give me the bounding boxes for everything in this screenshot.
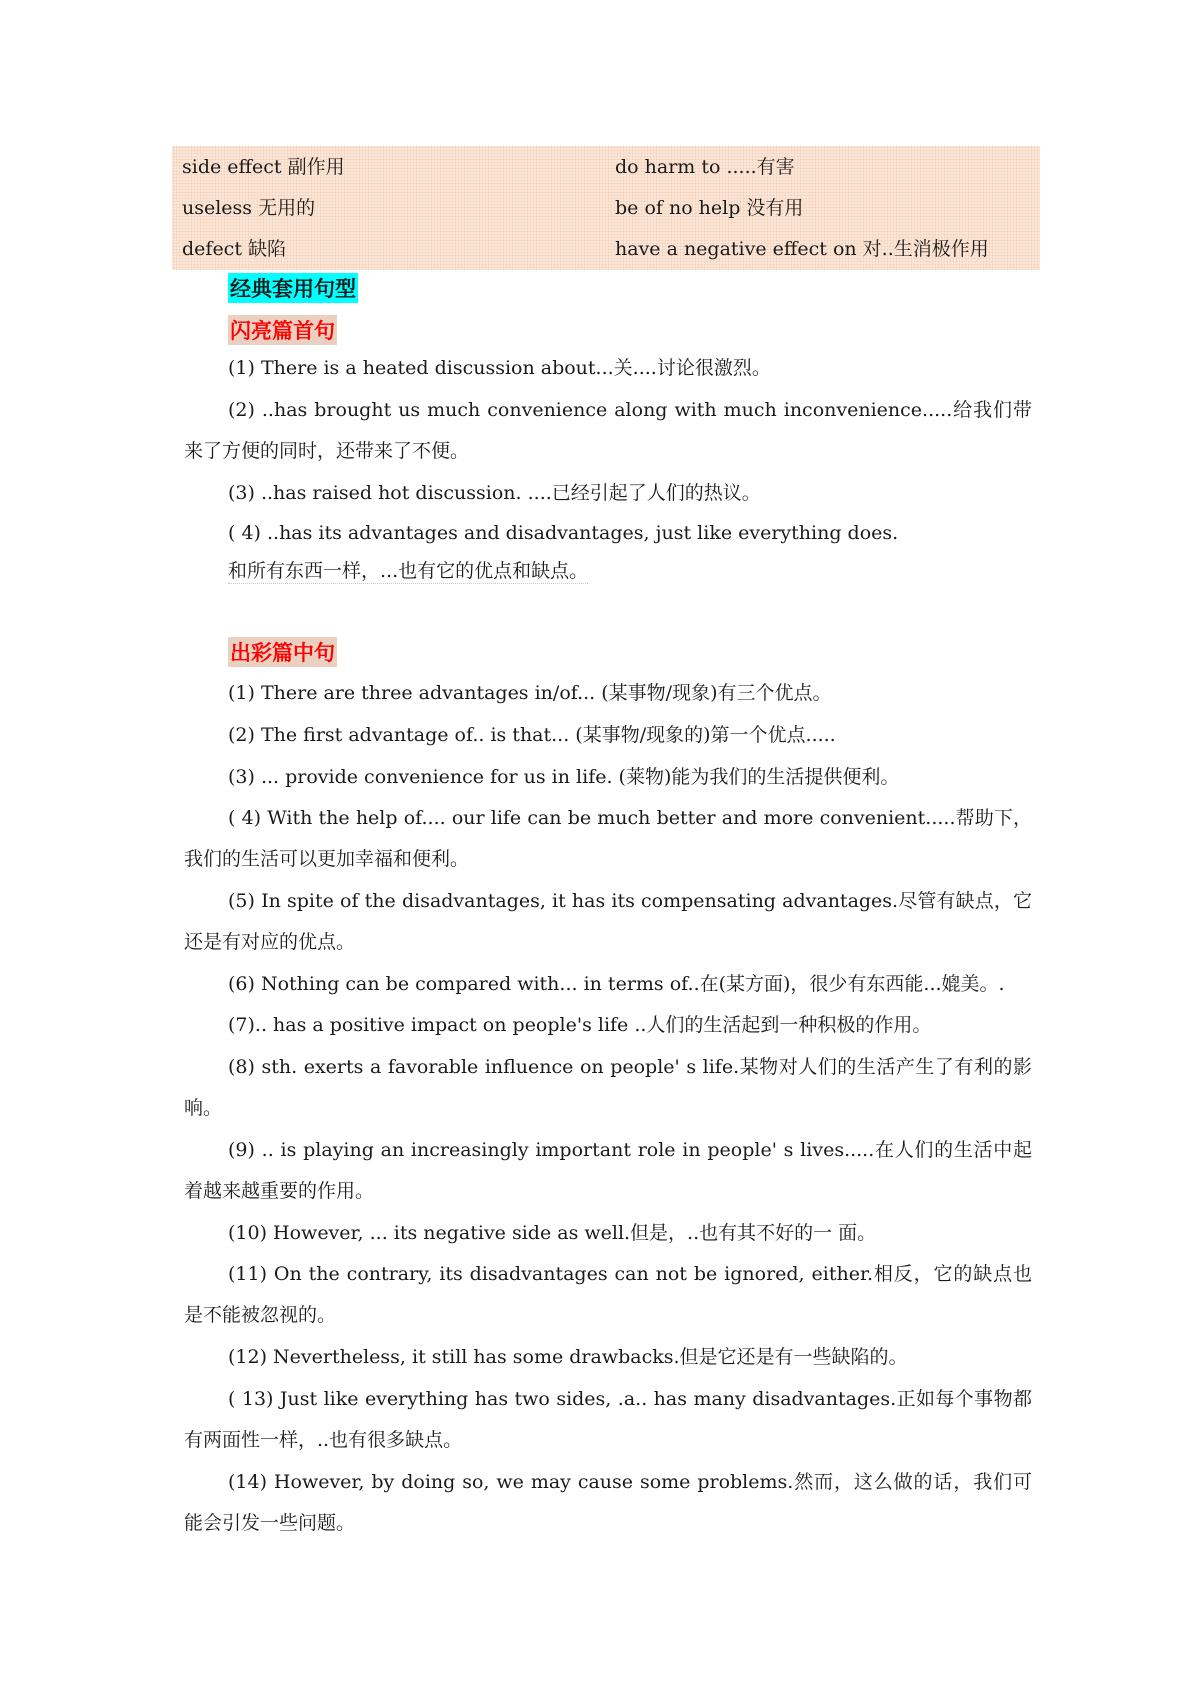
vocab-term: be of no help 没有用 [615, 197, 804, 219]
section-heading-patterns: 经典套用句型 [228, 273, 358, 303]
sentence-translation: 和所有东西一样，...也有它的优点和缺点。 [228, 556, 588, 584]
sentence-item: (14) However, by doing so, we may cause some problems.然而，这么做的话，我们可能会引发一些问题。 [184, 1471, 1032, 1534]
sentence-item: (9) .. is playing an increasingly important role in people' s lives.....在人们的生活中起着越来越重要的作用。 [184, 1139, 1032, 1202]
sentence-item: (5) In spite of the disadvantages, it has its compensating advantages.尽管有缺点，它还是有对应的优点。 [184, 890, 1032, 953]
vocab-term: defect 缺陷 [182, 238, 286, 260]
vocab-term: do harm to .....有害 [615, 156, 795, 178]
sentence-item: (3) ... provide convenience for us in life. (莱物)能为我们的生活提供便利。 [228, 766, 900, 788]
vocab-row [172, 146, 1040, 186]
sentence-item: ( 13) Just like everything has two sides, .a.. has many disadvantages.正如每个事物都有两面性一样，..也有很多缺点。 [184, 1388, 1032, 1451]
vocab-row [172, 228, 1040, 268]
section-heading-middle: 出彩篇中句 [228, 637, 337, 667]
sentence-item: ( 4) ..has its advantages and disadvantages, just like everything does. [228, 522, 899, 544]
sentence-item: (2) ..has brought us much convenience along with much inconvenience.....给我们带来了方便的同时，还带来了不便。 [184, 399, 1032, 462]
vocab-term: side effect 副作用 [182, 156, 345, 178]
vocab-term: have a negative effect on 对..生消极作用 [615, 238, 989, 260]
sentence-item: (2) The first advantage of.. is that... (某事物/现象的)第一个优点..... [228, 724, 836, 746]
sentence-item: (3) ..has raised hot discussion. ....已经引起了人们的热议。 [228, 482, 761, 504]
sentence-item: (6) Nothing can be compared with... in terms of..在(某方面)，很少有东西能...媲美。. [228, 973, 1005, 995]
sentence-item: (1) There are three advantages in/of... (某事物/现象)有三个优点。 [228, 682, 832, 704]
sentence-item: (10) However, ... its negative side as well.但是，..也有其不好的一 面。 [228, 1222, 877, 1244]
sentence-item: (1) There is a heated discussion about...关....讨论很激烈。 [228, 357, 771, 379]
vocab-term: useless 无用的 [182, 197, 316, 219]
sentence-item: (8) sth. exerts a favorable influence on people' s life.某物对人们的生活产生了有利的影响。 [184, 1056, 1032, 1119]
sentence-item: (11) On the contrary, its disadvantages can not be ignored, either.相反，它的缺点也是不能被忽视的。 [184, 1263, 1032, 1326]
sentence-item: (7).. has a positive impact on people's life ..人们的生活起到一种积极的作用。 [228, 1014, 932, 1036]
section-heading-opening: 闪亮篇首句 [228, 315, 337, 345]
sentence-item: ( 4) With the help of.... our life can be much better and more convenient.....帮助下，我们的生活可以更加幸福和便利。 [184, 807, 1032, 870]
vocabulary-table [172, 146, 1040, 270]
vocab-row [172, 187, 1040, 227]
sentence-item: (12) Nevertheless, it still has some drawbacks.但是它还是有一些缺陷的。 [228, 1346, 908, 1368]
